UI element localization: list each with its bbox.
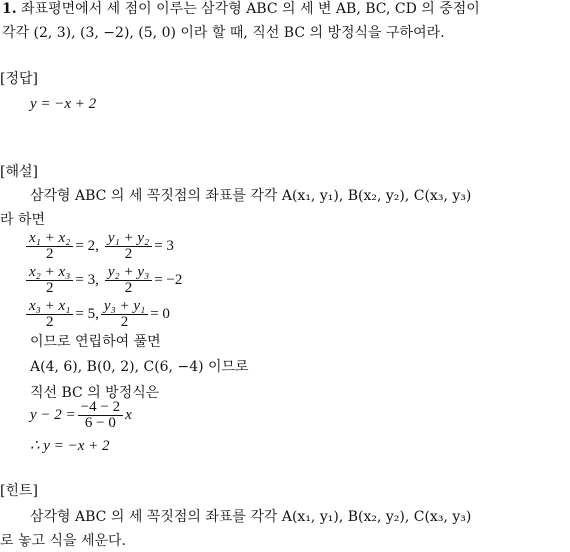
problem-number: 1. xyxy=(2,1,17,17)
hint-line-2: 로 놓고 식을 세운다. xyxy=(0,533,126,549)
explanation-line-4: A(4, 6), B(0, 2), C(6, −4) 이므로 xyxy=(30,359,249,375)
explanation-line-2: 라 하면 xyxy=(0,212,46,228)
equation-row-2: $\frac{\text{x₂ + x₃}}{2}$ = 3, $\frac{\text{y₂ + y₃}}{2}$ = −2 xyxy=(24,265,182,296)
hint-line-1: 삼각형 ABC 의 세 꼭짓점의 좌표를 각각 A(x₁, y₁), B(x₂, y₂), C(x₃, y₃) xyxy=(30,509,472,525)
explanation-line-3: 이므로 연립하여 풀면 xyxy=(30,334,161,350)
explanation-header: [해설] xyxy=(0,164,38,180)
fraction-slope: $\frac{-4 - 2}{6 - 0}$ xyxy=(78,400,123,431)
problem-line-1 xyxy=(2,0,480,18)
answer-equation: y = −x + 2 xyxy=(30,96,97,112)
problem-text-1: 좌표평면에서 세 점이 이루는 삼각형 ABC 의 세 변 AB, BC, CD 의 중점이 xyxy=(21,1,480,17)
equation-row-3: $\frac{\text{x₃ + x₁}}{2}$ = 5, $\frac{\text{y₃ + y₁}}{2}$ = 0 xyxy=(24,299,170,330)
equation-row-4: y − 2 = $\frac{-4 - 2}{6 - 0}$ x xyxy=(30,399,132,431)
hint-header: [힌트] xyxy=(0,483,38,499)
answer-header: [정답] xyxy=(0,71,38,87)
equation-row-1: $\frac{\text{x₁ + x₂}}{2}$ = 2, $\frac{\text{y₁ + y₂}}{2}$ = 3 xyxy=(24,231,174,262)
fraction-y3-y1: $\frac{\text{y₃ + y₁}}{2}$ xyxy=(101,299,148,330)
fraction-x1-x2: $\frac{\text{x₁ + x₂}}{2}$ xyxy=(26,231,73,262)
explanation-line-1: 삼각형 ABC 의 세 꼭짓점의 좌표를 각각 A(x₁, y₁), B(x₂, y₂), C(x₃, y₃) xyxy=(30,188,472,204)
problem-line-2: 각각 (2, 3), (3, −2), (5, 0) 이라 할 때, 직선 BC 의 방정식을 구하여라. xyxy=(2,25,445,41)
explanation-line-5: 직선 BC 의 방정식은 xyxy=(30,385,160,401)
fraction-x2-x3: $\frac{\text{x₂ + x₃}}{2}$ xyxy=(26,265,73,296)
fraction-x3-x1: $\frac{\text{x₃ + x₁}}{2}$ xyxy=(26,299,73,330)
fraction-y1-y2: $\frac{\text{y₁ + y₂}}{2}$ xyxy=(105,231,152,262)
explanation-conclusion: ∴ y = −x + 2 xyxy=(30,438,110,454)
fraction-y2-y3: $\frac{\text{y₂ + y₃}}{2}$ xyxy=(105,265,152,296)
